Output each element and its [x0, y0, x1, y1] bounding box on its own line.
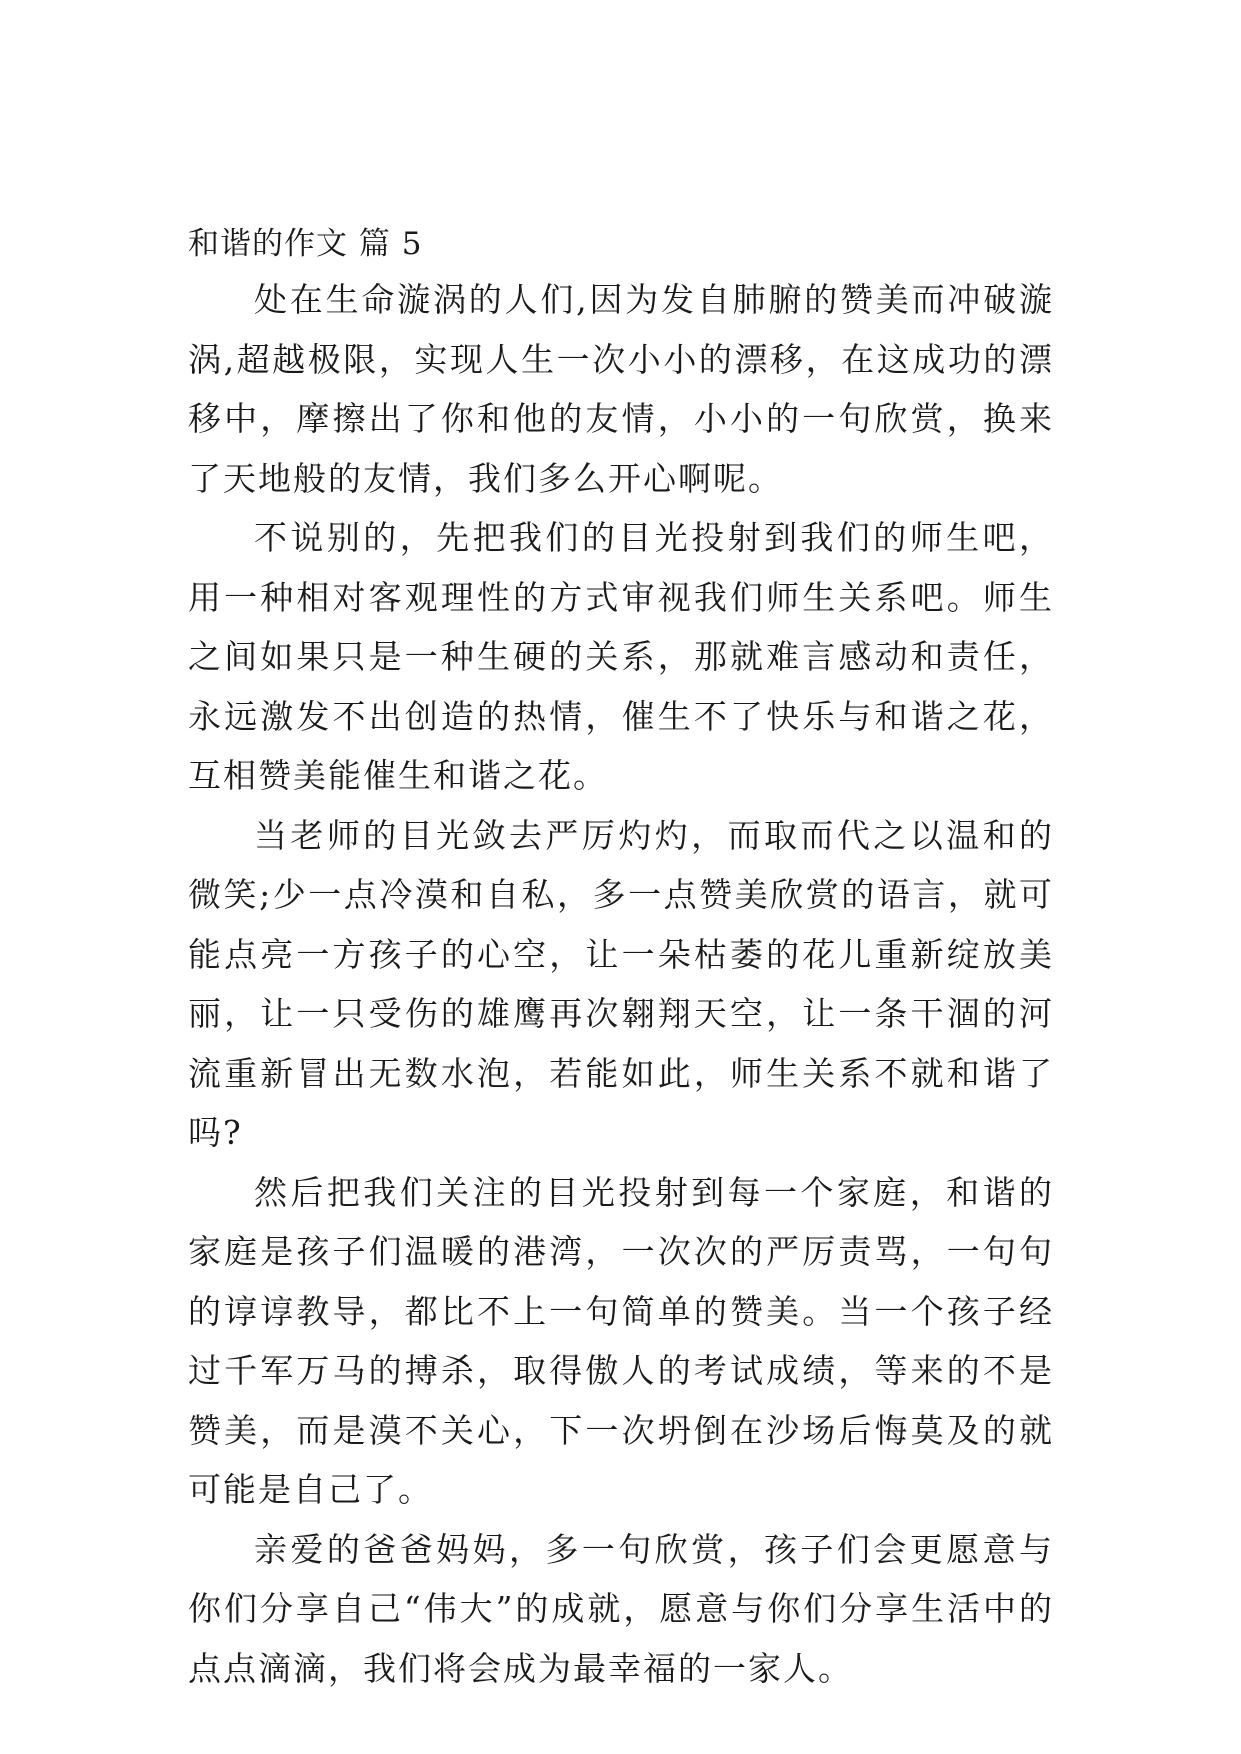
- paragraph-1: 处在生命漩涡的人们,因为发自肺腑的赞美而冲破漩涡,超越极限，实现人生一次小小的漂移，在这成功的漂移中，摩擦出了你和他的友情，小小的一句欣赏，换来了天地般的友情，我们多么开心啊呢。: [188, 280, 1054, 498]
- paragraph-4: 然后把我们关注的目光投射到每一个家庭，和谐的家庭是孩子们温暖的港湾，一次次的严厉责骂，一句句的谆谆教导，都比不上一句简单的赞美。当一个孩子经过千军万马的搏杀，取得傲人的考试成绩，等来的不是赞美，而是漠不关心，下一次坍倒在沙场后悔莫及的就可能是自己了。: [188, 1172, 1054, 1509]
- paragraph-2: 不说别的，先把我们的目光投射到我们的师生吧，用一种相对客观理性的方式审视我们师生关系吧。师生之间如果只是一种生硬的关系，那就难言感动和责任，永远激发不出创造的热情，催生不了快乐与和谐之花，互相赞美能催生和谐之花。: [188, 518, 1054, 795]
- document-title: 和谐的作文 篇 5: [188, 226, 423, 262]
- paragraph-3: 当老师的目光敛去严厉灼灼，而取而代之以温和的微笑;少一点冷漠和自私，多一点赞美欣赏的语言，就可能点亮一方孩子的心空，让一朵枯萎的花儿重新绽放美丽，让一只受伤的雄鹰再次翱翔天空，让一条干涸的河流重新冒出无数水泡，若能如此，师生关系不就和谐了吗?: [188, 815, 1054, 1152]
- paragraph-5: 亲爱的爸爸妈妈，多一句欣赏，孩子们会更愿意与你们分享自己“伟大”的成就，愿意与你们分享生活中的点点滴滴，我们将会成为最幸福的一家人。: [188, 1529, 1054, 1688]
- document-body: [188, 270, 1054, 1698]
